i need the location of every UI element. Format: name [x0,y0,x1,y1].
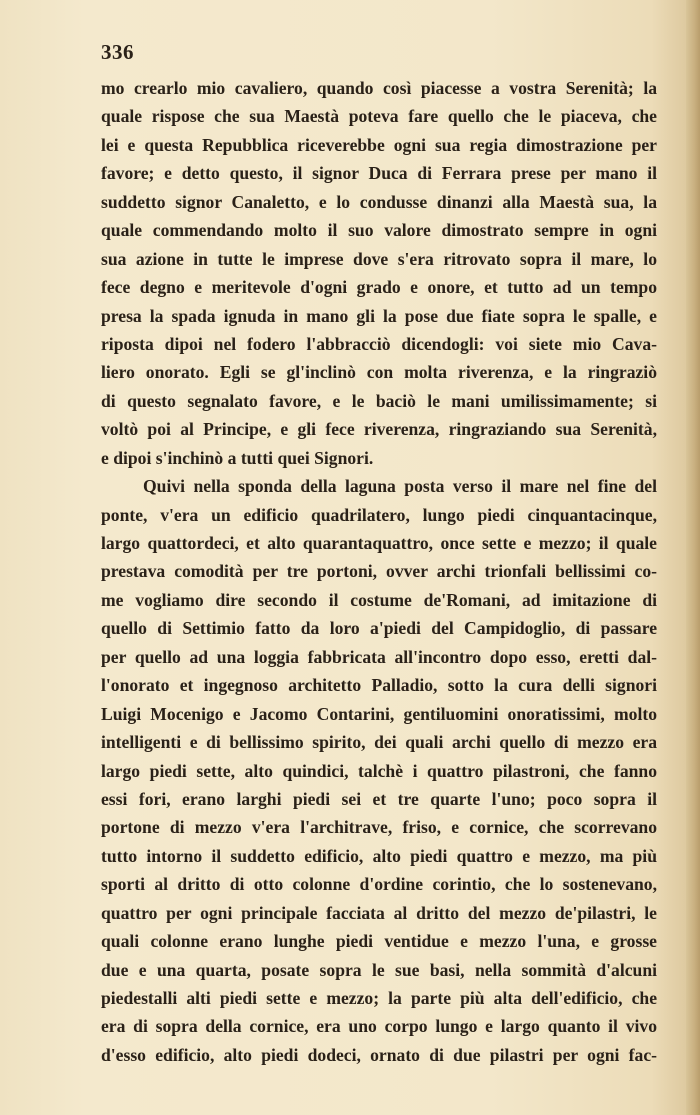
text-line: fece degno e meritevole d'ogni grado e onore, et tutto ad un tempo [101,277,657,298]
text-line: prestava comodità per tre portoni, ovver archi trionfali bellissimi co- [101,561,657,582]
text-line: favore; e detto questo, il signor Duca di Ferrara prese per mano il [101,163,657,184]
text-line: essi fori, erano larghi piedi sei et tre quarte l'uno; poco sopra il [101,788,657,809]
text-line: voltò poi al Principe, e gli fece riverenza, ringraziando sua Serenità, [101,419,657,440]
text-line: portone di mezzo v'era l'architrave, friso, e cornice, che scorrevano [101,817,657,838]
text-line: e dipoi s'inchinò a tutti quei Signori. [101,447,374,468]
text-line: due e una quarta, posate sopra le sue basi, nella sommità d'alcuni [101,959,657,980]
text-line: suddetto signor Canaletto, e lo condusse dinanzi alla Maestà sua, la [101,191,657,212]
text-line: era di sopra della cornice, era uno corpo lungo e largo quanto il vivo [101,1016,657,1037]
paragraph-start-line: Quivi nella sponda della laguna posta verso il mare nel fine del [143,476,657,497]
text-line: largo quattordeci, et alto quarantaquattro, once sette e mezzo; il quale [101,533,657,553]
text-line: largo piedi sette, alto quindici, talchè i quattro pilastroni, che fanno [101,760,657,781]
page-edge [686,0,700,1115]
text-line: riposta dipoi nel fodero l'abbracciò dicendogli: voi siete mio Cava- [101,333,657,354]
text-line: di questo segnalato favore, e le baciò le mani umilissimamente; si [101,390,657,411]
text-line: Luigi Mocenigo e Jacomo Contarini, gentiluomini onoratissimi, molto [101,703,657,724]
text-line: sporti al dritto di otto colonne d'ordine corintio, che lo sostenevano, [101,874,657,895]
text-line: quale rispose che sua Maestà poteva fare quello che le piaceva, che [101,106,657,127]
text-line: quali colonne erano lunghe piedi ventidue e mezzo l'una, e grosse [101,931,657,952]
text-line: lei e questa Repubblica riceverebbe ogni sua regia dimostrazione per [101,134,657,155]
text-line: tutto intorno il suddetto edificio, alto piedi quattro e mezzo, ma più [101,845,657,866]
body-text [101,74,657,1069]
text-line: l'onorato et ingegnoso architetto Palladio, sotto la cura delli signori [101,675,657,696]
text-line: sua azione in tutte le imprese dove s'era ritrovato sopra il mare, lo [101,248,657,269]
page-number: 336 [101,40,134,64]
text-line: quello di Settimio fatto da loro a'piedi del Campidoglio, di passare [101,618,657,639]
text-line: piedestalli alti piedi sette e mezzo; la parte più alta dell'edificio, che [101,988,657,1008]
text-line: liero onorato. Egli se gl'inclinò con molta riverenza, e la ringraziò [101,362,657,383]
text-line: ponte, v'era un edificio quadrilatero, lungo piedi cinquantacinque, [101,504,657,525]
text-line: d'esso edificio, alto piedi dodeci, ornato di due pilastri per ogni fac- [101,1044,657,1065]
text-line: intelligenti e di bellissimo spirito, dei quali archi quello di mezzo era [101,732,657,753]
text-line: quattro per ogni principale facciata al dritto del mezzo de'pilastri, le [101,902,657,923]
text-line: mo crearlo mio cavaliero, quando così piacesse a vostra Serenità; la [101,78,657,98]
text-line: presa la spada ignuda in mano gli la pose due fiate sopra le spalle, e [101,305,657,326]
text-line: quale commendando molto il suo valore dimostrato sempre in ogni [101,220,657,241]
text-line: me vogliamo dire secondo il costume de'Romani, ad imitazione di [101,589,657,610]
text-line: per quello ad una loggia fabbricata all'incontro dopo esso, eretti dal- [101,646,657,667]
